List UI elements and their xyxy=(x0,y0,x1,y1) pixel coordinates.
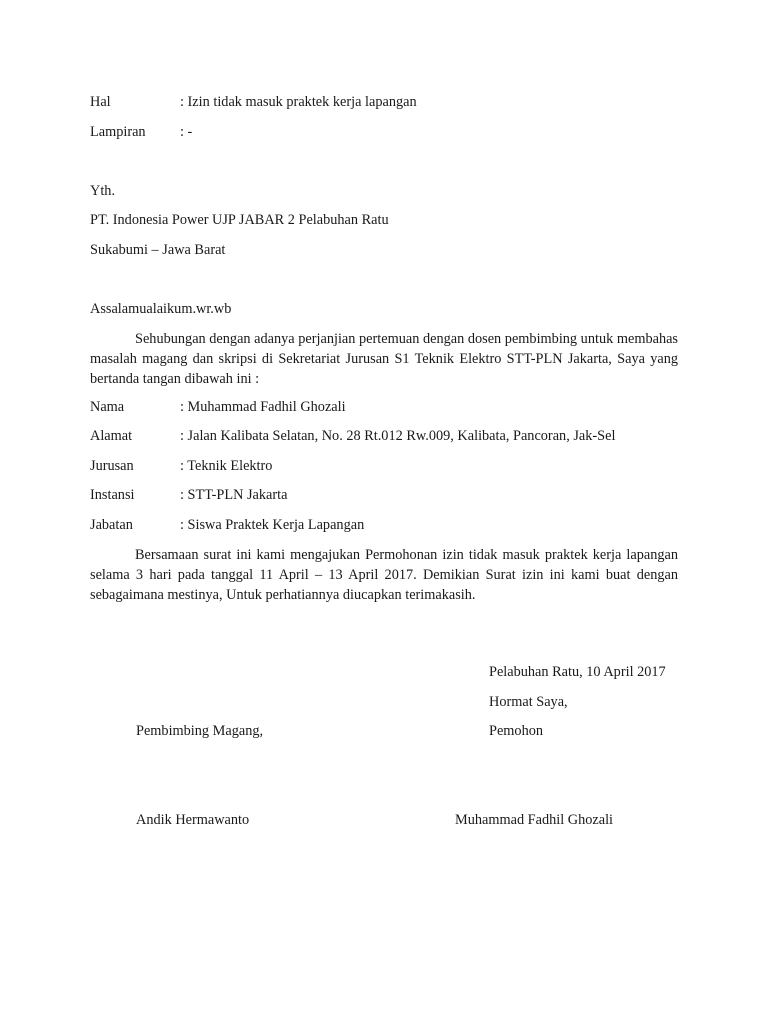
identity-value: : Muhammad Fadhil Ghozali xyxy=(180,399,346,415)
identity-label: Jurusan xyxy=(90,458,134,474)
identity-label: Jabatan xyxy=(90,517,133,533)
subject-label: Hal xyxy=(90,94,111,110)
attachment-value: : - xyxy=(180,124,193,140)
place-date: Pelabuhan Ratu, 10 April 2017 xyxy=(489,664,666,680)
recipient-location: Sukabumi – Jawa Barat xyxy=(90,242,226,258)
identity-label: Alamat xyxy=(90,428,133,444)
applicant-name: Muhammad Fadhil Ghozali xyxy=(455,812,614,828)
closing-paragraph: Bersamaan surat ini kami mengajukan Permohonan izin tidak masuk praktek kerja lapangan selama 3 hari pada tanggal 11 April – 13 April 2017. Demikian Surat izin ini kami buat dengan sebagaimana mestinya, Untuk perhatiannya diucapkan terimakasih. xyxy=(90,547,678,603)
regards: Hormat Saya, xyxy=(489,694,568,710)
identity-value: : Jalan Kalibata Selatan, No. 28 Rt.012 Rw.009, Kalibata, Pancoran, Jak-Sel xyxy=(180,428,616,444)
attachment-label: Lampiran xyxy=(90,124,146,140)
identity-label: Instansi xyxy=(90,487,135,503)
applicant-role: Pemohon xyxy=(489,723,544,739)
intro-paragraph: Sehubungan dengan adanya perjanjian pertemuan dengan dosen pembimbing untuk membahas masalah magang dan skripsi di Sekretariat Jurusan S1 Teknik Elektro STT-PLN Jakarta, Saya yang bertanda tangan dibawah ini : xyxy=(90,331,678,387)
identity-label: Nama xyxy=(90,399,125,415)
identity-value: : STT-PLN Jakarta xyxy=(180,487,288,503)
supervisor-role: Pembimbing Magang, xyxy=(136,723,264,739)
recipient-greeting: Yth. xyxy=(90,183,116,199)
salutation: Assalamualaikum.wr.wb xyxy=(90,301,232,317)
identity-value: : Siswa Praktek Kerja Lapangan xyxy=(180,517,365,533)
recipient-company: PT. Indonesia Power UJP JABAR 2 Pelabuhan Ratu xyxy=(90,212,389,228)
subject-value: : Izin tidak masuk praktek kerja lapangan xyxy=(180,94,417,110)
supervisor-name: Andik Hermawanto xyxy=(136,812,250,828)
identity-value: : Teknik Elektro xyxy=(180,458,273,474)
